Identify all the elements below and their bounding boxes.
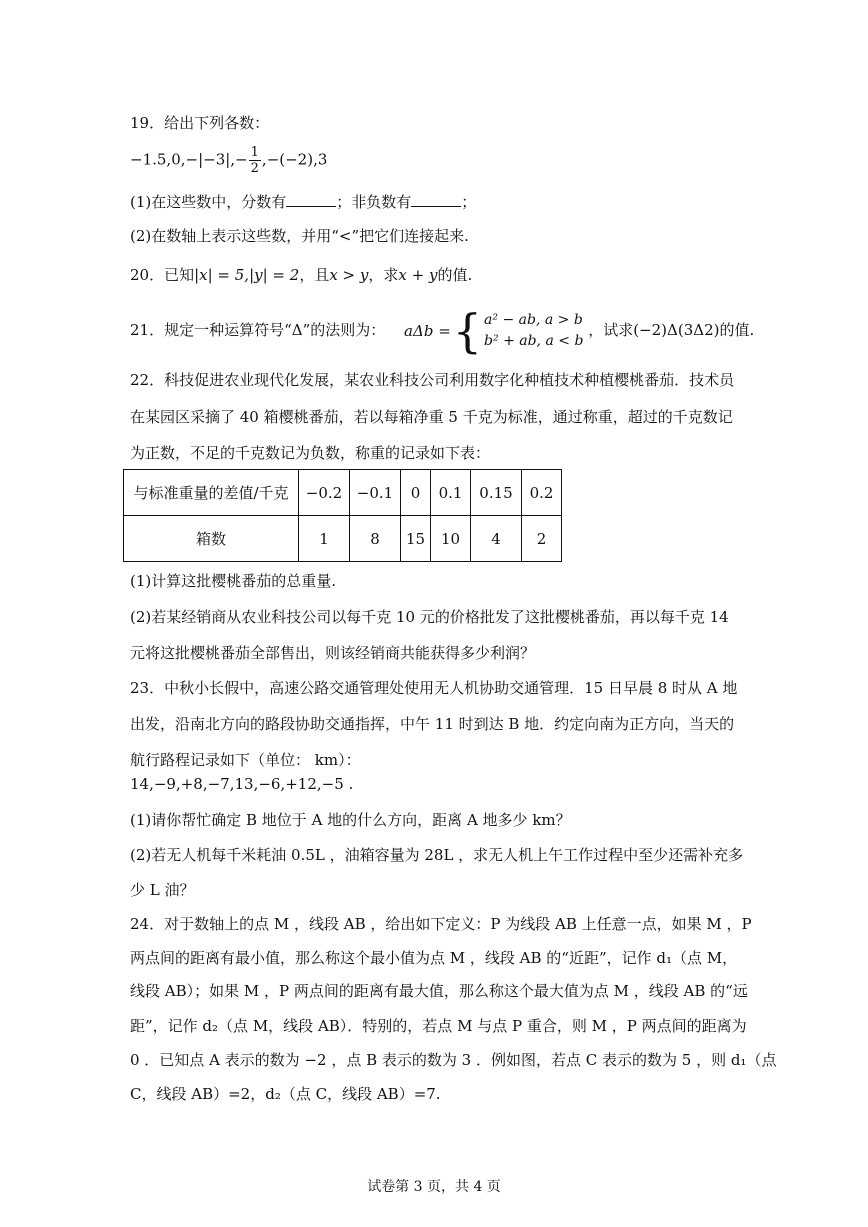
table-cell: 0.15 <box>471 470 522 516</box>
q20-text-c: ，且 <box>299 266 330 284</box>
table-cell: 2 <box>522 516 562 562</box>
q21-text-a: 21．规定一种运算符号“Δ”的法则为： <box>130 321 386 339</box>
table-cell: 15 <box>401 516 431 562</box>
q20-inequality: x > y <box>329 266 369 284</box>
q19-part2: (2)在数轴上表示这些数，并用“<”把它们连接起来. <box>130 227 469 245</box>
q24-line5: 0 ．已知点 A 表示的数为 −2 ，点 B 表示的数为 3 ．例如图，若点 C 表示的数为 5 ，则 d₁（点 <box>130 1051 777 1069</box>
q21-case1: a² − ab, a > b <box>484 312 583 328</box>
q19-numbers-b: ,−(−2),3 <box>261 150 328 169</box>
table-cell: 8 <box>350 516 401 562</box>
q22-line1: 22．科技促进农业现代化发展，某农业科技公司利用数字化种植技术种植樱桃番茄．技术员 <box>130 371 735 389</box>
q20-text-a: 20．已知 <box>130 266 195 284</box>
q23-part2-line2: 少 L 油？ <box>130 881 195 899</box>
q24-line3: 线段 AB）；如果 M ，P 两点间的距离有最大值，那么称这个最大值为点 M ，线段 AB 的“远 <box>130 982 748 1000</box>
table-cell: 0.2 <box>522 470 562 516</box>
q21-lhs: aΔb = <box>404 322 451 340</box>
q23-line3: 航行路程记录如下（单位： km）： <box>130 751 361 769</box>
table-header-cell: 箱数 <box>124 516 299 562</box>
q19-stem: 19．给出下列各数： <box>130 114 270 132</box>
q20-text-e: ，求 <box>368 266 399 284</box>
q24-line6: C，线段 AB）=2，d₂（点 C，线段 AB）=7. <box>130 1085 441 1103</box>
q22-part1: (1)计算这批樱桃番茄的总重量. <box>130 572 337 590</box>
table-cell: −0.2 <box>299 470 350 516</box>
q21-piecewise <box>404 306 583 356</box>
q19-frac-num: 1 <box>250 145 259 160</box>
q23-part2-line1: (2)若无人机每千米耗油 0.5L ，油箱容量为 28L ，求无人机上午工作过程中至少还需补充多 <box>130 846 744 864</box>
q19-numbers <box>130 145 327 176</box>
table-cell: 1 <box>299 516 350 562</box>
q24-line2: 两点间的距离有最小值，那么称这个最小值为点 M ，线段 AB 的“近距”，记作 d₁（点 M， <box>130 949 738 967</box>
brace-icon: { <box>452 304 483 358</box>
table-header-cell: 与标准重量的差值/千克 <box>124 470 299 516</box>
q23-part1: (1)请你帮忙确定 B 地位于 A 地的什么方向，距离 A 地多少 km？ <box>130 811 571 829</box>
table-row <box>124 470 562 516</box>
answer-blank-fractions[interactable] <box>286 192 336 207</box>
table-row <box>124 516 562 562</box>
q21-cases <box>484 310 583 352</box>
q20-sum: x + y <box>398 266 438 284</box>
table-cell: −0.1 <box>350 470 401 516</box>
q21-line <box>130 305 754 356</box>
q22-part2-line1: (2)若某经销商从农业科技公司以每千克 10 元的价格批发了这批樱桃番茄，再以每千克 14 <box>130 608 729 626</box>
q22-line3: 为正数，不足的千克数记为负数，称重的记录如下表： <box>130 444 491 462</box>
table-cell: 0.1 <box>431 470 471 516</box>
q21-expression: (−2)Δ(3Δ2) <box>633 321 720 339</box>
q19-part1 <box>130 190 476 214</box>
table-cell: 10 <box>431 516 471 562</box>
answer-blank-nonnegative[interactable] <box>411 192 461 207</box>
q22-weight-table <box>123 469 562 562</box>
page-footer: 试卷第 3 页，共 4 页 <box>367 1179 501 1195</box>
q19-part1-c: ； <box>461 193 477 211</box>
table-cell: 4 <box>471 516 522 562</box>
q19-fraction <box>249 145 261 176</box>
q23-line1: 23．中秋小长假中，高速公路交通管理处使用无人机协助交通管理．15 日早晨 8 时从 A 地 <box>130 679 738 697</box>
q24-line4: 距”，记作 d₂（点 M，线段 AB）．特别的，若点 M 与点 P 重合，则 M ，P 两点间的距离为 <box>130 1017 747 1035</box>
q22-line2: 在某园区采摘了 40 箱樱桃番茄，若以每箱净重 5 千克为标准，通过称重，超过的千克数记 <box>130 408 733 426</box>
q19-numbers-a: −1.5,0,−|−3|,− <box>130 150 248 169</box>
q21-text-c: 的值. <box>719 321 755 339</box>
q24-line1: 24．对于数轴上的点 M ，线段 AB ，给出如下定义：P 为线段 AB 上任意一点，如果 M ，P <box>130 915 752 933</box>
q19-frac-den: 2 <box>250 161 259 176</box>
q23-data: 14,−9,+8,−7,13,−6,+12,−5 . <box>130 775 354 793</box>
q19-part1-a: (1)在这些数中，分数有 <box>130 193 287 211</box>
q20-text-g: 的值. <box>437 266 473 284</box>
q22-part2-line2: 元将这批樱桃番茄全部售出，则该经销商共能获得多少利润？ <box>130 644 536 662</box>
q19-part1-b: ；非负数有 <box>336 193 412 211</box>
table-cell: 0 <box>401 470 431 516</box>
q20-abs-condition: |x| = 5,|y| = 2 <box>194 266 300 284</box>
q21-text-b: ，试求 <box>588 321 634 339</box>
q21-case2: b² + ab, a < b <box>484 333 584 349</box>
q20-line <box>130 263 472 287</box>
q23-line2: 出发，沿南北方向的路段协助交通指挥，中午 11 时到达 B 地．约定向南为正方向，当天的 <box>130 715 735 733</box>
